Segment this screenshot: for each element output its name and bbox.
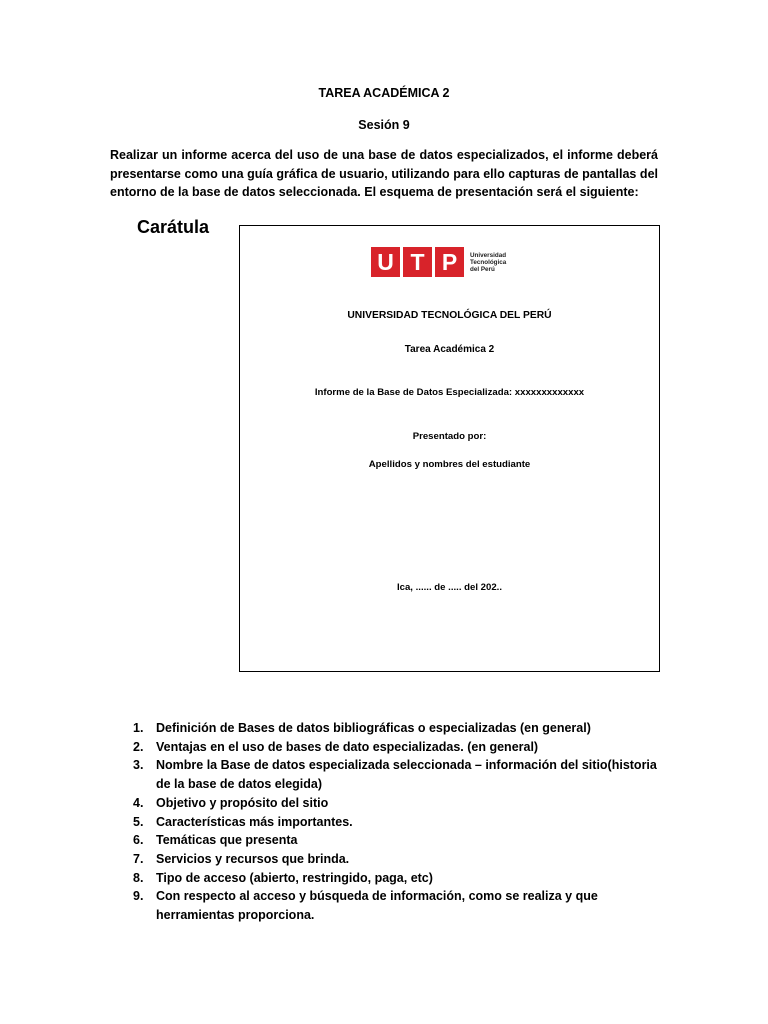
logo-text-line: del Perú (470, 265, 495, 273)
list-item-number: 6. (133, 833, 144, 848)
list-item-number: 7. (133, 851, 144, 866)
list-item (110, 813, 662, 832)
list-item-text: Servicios y recursos que brinda. (156, 851, 350, 866)
cover-tarea-title: Tarea Académica 2 (404, 344, 495, 355)
list-item (110, 869, 662, 888)
list-item-text: Ventajas en el uso de bases de dato especializadas. (en general) (156, 739, 539, 754)
list-item-text: Características más importantes. (156, 814, 353, 829)
list-item (110, 738, 662, 757)
list-item-text: Objetivo y propósito del sitio (156, 795, 329, 810)
list-item-number: 5. (133, 814, 144, 829)
list-item-number: 1. (133, 721, 144, 735)
list-item-text: Nombre la Base de datos especializada seleccionada – información del sitio(historia de la base de datos elegida) (156, 758, 657, 792)
logo-text-line: Tecnológica (470, 258, 507, 266)
document-title: TAREA ACADÉMICA 2 (318, 86, 450, 100)
session-label: Sesión 9 (358, 118, 410, 132)
list-item (110, 794, 662, 813)
cover-page-sample (239, 225, 660, 672)
list-item-number: 4. (133, 795, 144, 810)
logo-letter-t: T (403, 247, 432, 277)
cover-informe-line: Informe de la Base de Datos Especializada: xxxxxxxxxxxxx (314, 387, 585, 398)
list-item (110, 756, 662, 793)
cover-date-line: Ica, ...... de ..... del 202.. (396, 582, 503, 593)
list-item-number: 9. (133, 889, 144, 904)
list-item-number: 8. (133, 870, 144, 885)
list-item (110, 887, 662, 924)
logo-text-line: Universidad (470, 251, 507, 259)
list-item-text: Definición de Bases de datos bibliográficas o especializadas (en general) (156, 721, 591, 735)
list-item (110, 719, 662, 738)
utp-logo-letters (371, 247, 464, 277)
list-item-text: Temáticas que presenta (156, 833, 298, 848)
list-item (110, 850, 662, 869)
list-item-text: Tipo de acceso (abierto, restringido, paga, etc) (156, 870, 433, 885)
logo-letter-u: U (371, 247, 400, 277)
list-item-text: Con respecto al acceso y búsqueda de información, como se realiza y que herramientas proporciona. (156, 889, 598, 923)
cover-university-name: UNIVERSIDAD TECNOLÓGICA DEL PERÚ (347, 310, 552, 321)
intro-paragraph: Realizar un informe acerca del uso de una base de datos especializados, el informe deberá presentarse como una guía gráfica de usuario, utilizando para ello capturas de pantallas del entorno de la base de datos seleccionada. El esquema de presentación será el siguiente: (110, 148, 658, 199)
utp-logo-text (470, 252, 530, 273)
list-item-number: 3. (133, 758, 144, 773)
task-list (110, 719, 662, 925)
caratula-heading: Carátula (137, 217, 210, 237)
cover-presentado-label: Presentado por: (412, 431, 487, 442)
list-item-number: 2. (133, 739, 144, 754)
logo-letter-p: P (435, 247, 464, 277)
list-item (110, 831, 662, 850)
utp-logo (371, 247, 530, 277)
cover-student-name: Apellidos y nombres del estudiante (368, 459, 531, 470)
